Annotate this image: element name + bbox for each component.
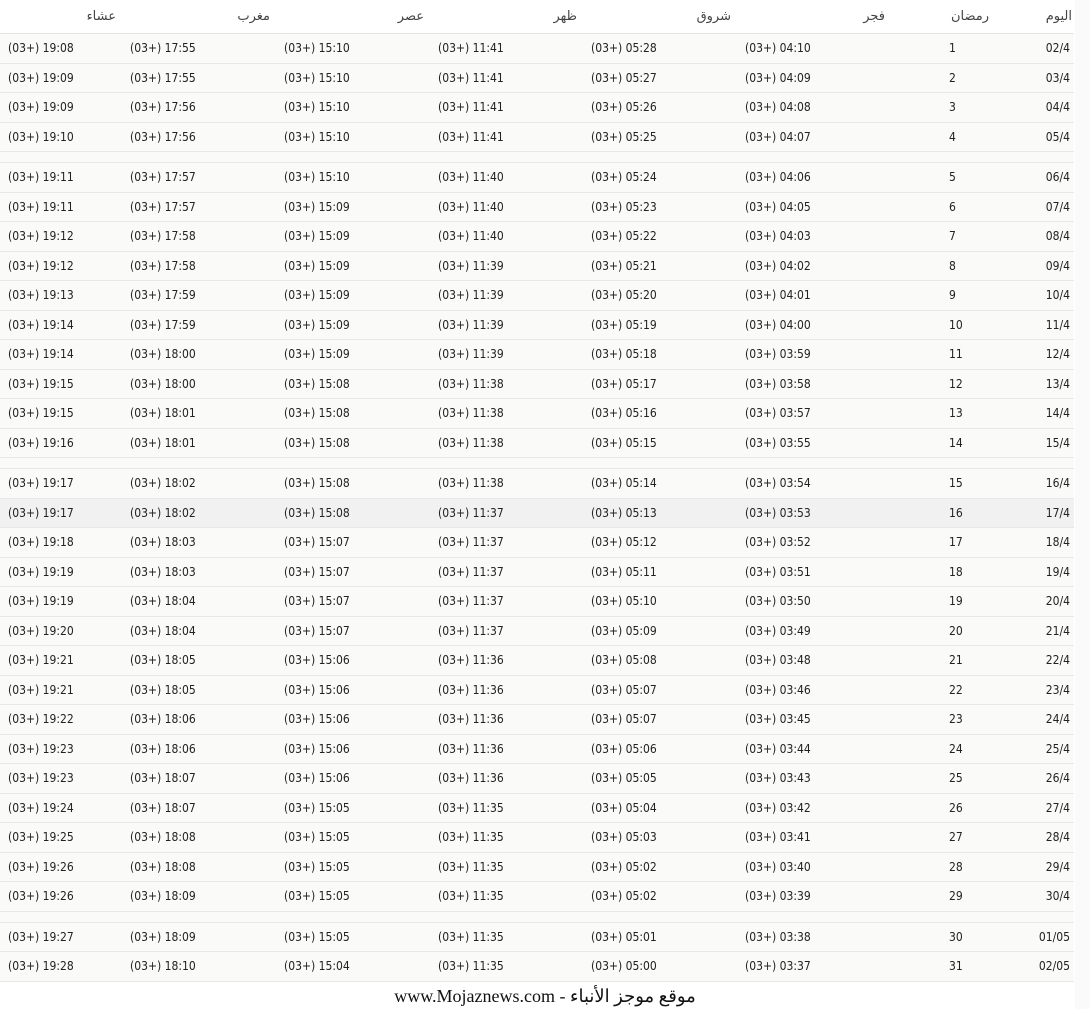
cell-dhuhr: 11:36 (+03) xyxy=(430,646,583,676)
cell-asr: 15:10 (+03) xyxy=(276,122,430,152)
cell-isha: 19:11 (+03) xyxy=(0,163,122,193)
cell-asr: 15:09 (+03) xyxy=(276,340,430,370)
header-dhuhr: ظهر xyxy=(430,0,583,34)
cell-shuruq: 05:07 (+03) xyxy=(583,705,737,735)
cell-shuruq: 05:27 (+03) xyxy=(583,63,737,93)
cell-maghrib: 17:58 (+03) xyxy=(122,222,276,252)
cell-ramadan: 31 xyxy=(891,952,995,982)
cell-ramadan: 2 xyxy=(891,63,995,93)
cell-fajr: 03:55 (+03) xyxy=(737,428,891,458)
cell-maghrib: 18:09 (+03) xyxy=(122,882,276,912)
cell-shuruq: 05:00 (+03) xyxy=(583,952,737,982)
cell-isha: 19:21 (+03) xyxy=(0,675,122,705)
cell-day: 12/4 xyxy=(995,340,1074,370)
cell-maghrib: 18:07 (+03) xyxy=(122,793,276,823)
cell-maghrib: 18:03 (+03) xyxy=(122,557,276,587)
cell-dhuhr: 11:39 (+03) xyxy=(430,251,583,281)
cell-asr: 15:09 (+03) xyxy=(276,310,430,340)
cell-fajr: 04:00 (+03) xyxy=(737,310,891,340)
cell-asr: 15:08 (+03) xyxy=(276,399,430,429)
cell-shuruq: 05:12 (+03) xyxy=(583,528,737,558)
cell-day: 07/4 xyxy=(995,192,1074,222)
cell-ramadan: 19 xyxy=(891,587,995,617)
table-row xyxy=(0,823,1074,853)
cell-dhuhr: 11:35 (+03) xyxy=(430,793,583,823)
cell-day: 30/4 xyxy=(995,882,1074,912)
cell-fajr: 03:41 (+03) xyxy=(737,823,891,853)
cell-shuruq: 05:14 (+03) xyxy=(583,469,737,499)
cell-ramadan: 26 xyxy=(891,793,995,823)
table-row xyxy=(0,281,1074,311)
cell-shuruq: 05:05 (+03) xyxy=(583,764,737,794)
cell-maghrib: 17:58 (+03) xyxy=(122,251,276,281)
cell-asr: 15:08 (+03) xyxy=(276,428,430,458)
cell-day: 18/4 xyxy=(995,528,1074,558)
cell-dhuhr: 11:35 (+03) xyxy=(430,852,583,882)
cell-isha: 19:10 (+03) xyxy=(0,122,122,152)
cell-maghrib: 18:04 (+03) xyxy=(122,587,276,617)
cell-maghrib: 18:01 (+03) xyxy=(122,428,276,458)
cell-isha: 19:24 (+03) xyxy=(0,793,122,823)
cell-dhuhr: 11:38 (+03) xyxy=(430,469,583,499)
cell-fajr: 04:01 (+03) xyxy=(737,281,891,311)
cell-isha: 19:14 (+03) xyxy=(0,310,122,340)
cell-fajr: 03:46 (+03) xyxy=(737,675,891,705)
cell-shuruq: 05:11 (+03) xyxy=(583,557,737,587)
cell-asr: 15:10 (+03) xyxy=(276,93,430,123)
cell-ramadan: 25 xyxy=(891,764,995,794)
cell-fajr: 03:50 (+03) xyxy=(737,587,891,617)
cell-ramadan: 17 xyxy=(891,528,995,558)
cell-fajr: 03:53 (+03) xyxy=(737,498,891,528)
cell-maghrib: 18:08 (+03) xyxy=(122,852,276,882)
cell-ramadan: 23 xyxy=(891,705,995,735)
cell-isha: 19:20 (+03) xyxy=(0,616,122,646)
cell-dhuhr: 11:41 (+03) xyxy=(430,122,583,152)
table-row xyxy=(0,793,1074,823)
cell-maghrib: 18:01 (+03) xyxy=(122,399,276,429)
cell-isha: 19:17 (+03) xyxy=(0,469,122,499)
table-row xyxy=(0,764,1074,794)
cell-day: 05/4 xyxy=(995,122,1074,152)
cell-ramadan: 27 xyxy=(891,823,995,853)
cell-shuruq: 05:28 (+03) xyxy=(583,34,737,64)
cell-maghrib: 18:06 (+03) xyxy=(122,705,276,735)
cell-fajr: 03:44 (+03) xyxy=(737,734,891,764)
cell-dhuhr: 11:39 (+03) xyxy=(430,310,583,340)
cell-isha: 19:12 (+03) xyxy=(0,222,122,252)
cell-fajr: 04:07 (+03) xyxy=(737,122,891,152)
cell-day: 10/4 xyxy=(995,281,1074,311)
cell-ramadan: 13 xyxy=(891,399,995,429)
cell-shuruq: 05:23 (+03) xyxy=(583,192,737,222)
cell-maghrib: 18:00 (+03) xyxy=(122,369,276,399)
cell-asr: 15:10 (+03) xyxy=(276,34,430,64)
cell-shuruq: 05:20 (+03) xyxy=(583,281,737,311)
table-row xyxy=(0,399,1074,429)
cell-ramadan: 10 xyxy=(891,310,995,340)
cell-ramadan: 18 xyxy=(891,557,995,587)
cell-asr: 15:09 (+03) xyxy=(276,192,430,222)
header-ramadan: رمضان xyxy=(891,0,995,34)
cell-ramadan: 8 xyxy=(891,251,995,281)
cell-fajr: 03:58 (+03) xyxy=(737,369,891,399)
cell-day: 04/4 xyxy=(995,93,1074,123)
cell-maghrib: 18:00 (+03) xyxy=(122,340,276,370)
cell-ramadan: 6 xyxy=(891,192,995,222)
cell-shuruq: 05:13 (+03) xyxy=(583,498,737,528)
cell-asr: 15:04 (+03) xyxy=(276,952,430,982)
cell-shuruq: 05:18 (+03) xyxy=(583,340,737,370)
header-maghrib: مغرب xyxy=(122,0,276,34)
cell-day: 27/4 xyxy=(995,793,1074,823)
cell-isha: 19:09 (+03) xyxy=(0,63,122,93)
cell-day: 29/4 xyxy=(995,852,1074,882)
cell-fajr: 03:38 (+03) xyxy=(737,922,891,952)
cell-day: 17/4 xyxy=(995,498,1074,528)
cell-fajr: 03:52 (+03) xyxy=(737,528,891,558)
table-row xyxy=(0,310,1074,340)
cell-ramadan: 5 xyxy=(891,163,995,193)
cell-isha: 19:21 (+03) xyxy=(0,646,122,676)
cell-asr: 15:05 (+03) xyxy=(276,793,430,823)
cell-shuruq: 05:17 (+03) xyxy=(583,369,737,399)
header-isha: عشاء xyxy=(0,0,122,34)
header-row xyxy=(0,0,1074,34)
cell-dhuhr: 11:39 (+03) xyxy=(430,340,583,370)
cell-day: 20/4 xyxy=(995,587,1074,617)
cell-dhuhr: 11:36 (+03) xyxy=(430,764,583,794)
table-row xyxy=(0,469,1074,499)
cell-asr: 15:06 (+03) xyxy=(276,764,430,794)
cell-day: 28/4 xyxy=(995,823,1074,853)
cell-dhuhr: 11:40 (+03) xyxy=(430,222,583,252)
header-asr: عصر xyxy=(276,0,430,34)
cell-dhuhr: 11:35 (+03) xyxy=(430,882,583,912)
cell-asr: 15:07 (+03) xyxy=(276,587,430,617)
cell-ramadan: 30 xyxy=(891,922,995,952)
cell-maghrib: 18:04 (+03) xyxy=(122,616,276,646)
cell-fajr: 04:10 (+03) xyxy=(737,34,891,64)
cell-dhuhr: 11:37 (+03) xyxy=(430,616,583,646)
cell-dhuhr: 11:38 (+03) xyxy=(430,369,583,399)
cell-maghrib: 18:06 (+03) xyxy=(122,734,276,764)
cell-day: 11/4 xyxy=(995,310,1074,340)
cell-dhuhr: 11:41 (+03) xyxy=(430,34,583,64)
cell-maghrib: 17:55 (+03) xyxy=(122,63,276,93)
cell-asr: 15:07 (+03) xyxy=(276,528,430,558)
cell-isha: 19:19 (+03) xyxy=(0,557,122,587)
cell-isha: 19:12 (+03) xyxy=(0,251,122,281)
cell-maghrib: 17:59 (+03) xyxy=(122,310,276,340)
cell-fajr: 03:39 (+03) xyxy=(737,882,891,912)
cell-isha: 19:25 (+03) xyxy=(0,823,122,853)
cell-fajr: 03:57 (+03) xyxy=(737,399,891,429)
cell-day: 14/4 xyxy=(995,399,1074,429)
cell-fajr: 03:37 (+03) xyxy=(737,952,891,982)
cell-ramadan: 22 xyxy=(891,675,995,705)
cell-dhuhr: 11:36 (+03) xyxy=(430,675,583,705)
cell-asr: 15:08 (+03) xyxy=(276,498,430,528)
table-row xyxy=(0,428,1074,458)
cell-dhuhr: 11:35 (+03) xyxy=(430,952,583,982)
cell-isha: 19:27 (+03) xyxy=(0,922,122,952)
cell-dhuhr: 11:41 (+03) xyxy=(430,93,583,123)
table-row xyxy=(0,93,1074,123)
row-separator-cell xyxy=(0,911,1074,922)
cell-shuruq: 05:10 (+03) xyxy=(583,587,737,617)
cell-fajr: 04:09 (+03) xyxy=(737,63,891,93)
cell-shuruq: 05:08 (+03) xyxy=(583,646,737,676)
row-separator xyxy=(0,152,1074,163)
cell-isha: 19:19 (+03) xyxy=(0,587,122,617)
cell-isha: 19:23 (+03) xyxy=(0,734,122,764)
cell-dhuhr: 11:38 (+03) xyxy=(430,399,583,429)
cell-isha: 19:15 (+03) xyxy=(0,399,122,429)
table-row xyxy=(0,646,1074,676)
cell-shuruq: 05:06 (+03) xyxy=(583,734,737,764)
cell-isha: 19:23 (+03) xyxy=(0,764,122,794)
cell-maghrib: 17:56 (+03) xyxy=(122,93,276,123)
cell-ramadan: 12 xyxy=(891,369,995,399)
cell-isha: 19:22 (+03) xyxy=(0,705,122,735)
cell-day: 21/4 xyxy=(995,616,1074,646)
table-row xyxy=(0,952,1074,982)
cell-fajr: 03:43 (+03) xyxy=(737,764,891,794)
cell-dhuhr: 11:35 (+03) xyxy=(430,823,583,853)
cell-dhuhr: 11:38 (+03) xyxy=(430,428,583,458)
cell-shuruq: 05:26 (+03) xyxy=(583,93,737,123)
cell-asr: 15:08 (+03) xyxy=(276,369,430,399)
cell-fajr: 03:48 (+03) xyxy=(737,646,891,676)
cell-maghrib: 17:55 (+03) xyxy=(122,34,276,64)
cell-isha: 19:08 (+03) xyxy=(0,34,122,64)
cell-asr: 15:05 (+03) xyxy=(276,882,430,912)
cell-ramadan: 21 xyxy=(891,646,995,676)
cell-ramadan: 24 xyxy=(891,734,995,764)
cell-asr: 15:09 (+03) xyxy=(276,222,430,252)
cell-asr: 15:09 (+03) xyxy=(276,281,430,311)
table-row xyxy=(0,734,1074,764)
cell-maghrib: 18:02 (+03) xyxy=(122,498,276,528)
table-row xyxy=(0,251,1074,281)
cell-isha: 19:16 (+03) xyxy=(0,428,122,458)
row-separator xyxy=(0,911,1074,922)
table-row xyxy=(0,340,1074,370)
header-day: اليوم xyxy=(995,0,1074,34)
cell-asr: 15:10 (+03) xyxy=(276,163,430,193)
cell-ramadan: 9 xyxy=(891,281,995,311)
cell-maghrib: 18:05 (+03) xyxy=(122,675,276,705)
cell-day: 03/4 xyxy=(995,63,1074,93)
cell-ramadan: 15 xyxy=(891,469,995,499)
table-body xyxy=(0,34,1074,982)
cell-maghrib: 18:08 (+03) xyxy=(122,823,276,853)
cell-dhuhr: 11:37 (+03) xyxy=(430,557,583,587)
cell-maghrib: 17:59 (+03) xyxy=(122,281,276,311)
cell-fajr: 03:40 (+03) xyxy=(737,852,891,882)
cell-asr: 15:08 (+03) xyxy=(276,469,430,499)
cell-day: 25/4 xyxy=(995,734,1074,764)
cell-fajr: 03:51 (+03) xyxy=(737,557,891,587)
cell-day: 19/4 xyxy=(995,557,1074,587)
cell-shuruq: 05:25 (+03) xyxy=(583,122,737,152)
cell-maghrib: 18:10 (+03) xyxy=(122,952,276,982)
cell-shuruq: 05:24 (+03) xyxy=(583,163,737,193)
cell-dhuhr: 11:40 (+03) xyxy=(430,163,583,193)
cell-isha: 19:11 (+03) xyxy=(0,192,122,222)
cell-asr: 15:07 (+03) xyxy=(276,616,430,646)
cell-asr: 15:05 (+03) xyxy=(276,922,430,952)
row-separator-cell xyxy=(0,458,1074,469)
cell-day: 01/05 xyxy=(995,922,1074,952)
site-footer-credit: www.Mojaznews.com - موقع موجز الأنباء xyxy=(394,986,696,1006)
cell-shuruq: 05:15 (+03) xyxy=(583,428,737,458)
cell-ramadan: 4 xyxy=(891,122,995,152)
table-row xyxy=(0,587,1074,617)
table-row xyxy=(0,369,1074,399)
cell-fajr: 03:49 (+03) xyxy=(737,616,891,646)
cell-dhuhr: 11:37 (+03) xyxy=(430,528,583,558)
cell-shuruq: 05:21 (+03) xyxy=(583,251,737,281)
cell-asr: 15:06 (+03) xyxy=(276,646,430,676)
cell-ramadan: 1 xyxy=(891,34,995,64)
cell-fajr: 04:03 (+03) xyxy=(737,222,891,252)
cell-day: 08/4 xyxy=(995,222,1074,252)
cell-maghrib: 18:07 (+03) xyxy=(122,764,276,794)
cell-maghrib: 17:57 (+03) xyxy=(122,192,276,222)
cell-day: 15/4 xyxy=(995,428,1074,458)
cell-day: 23/4 xyxy=(995,675,1074,705)
cell-ramadan: 16 xyxy=(891,498,995,528)
cell-ramadan: 3 xyxy=(891,93,995,123)
cell-ramadan: 28 xyxy=(891,852,995,882)
cell-shuruq: 05:22 (+03) xyxy=(583,222,737,252)
table-row xyxy=(0,616,1074,646)
cell-shuruq: 05:07 (+03) xyxy=(583,675,737,705)
cell-ramadan: 11 xyxy=(891,340,995,370)
cell-dhuhr: 11:35 (+03) xyxy=(430,922,583,952)
table-row xyxy=(0,34,1074,64)
cell-asr: 15:10 (+03) xyxy=(276,63,430,93)
cell-isha: 19:13 (+03) xyxy=(0,281,122,311)
cell-fajr: 03:42 (+03) xyxy=(737,793,891,823)
cell-isha: 19:28 (+03) xyxy=(0,952,122,982)
cell-day: 09/4 xyxy=(995,251,1074,281)
cell-day: 24/4 xyxy=(995,705,1074,735)
cell-day: 02/4 xyxy=(995,34,1074,64)
header-shuruq: شروق xyxy=(583,0,737,34)
cell-asr: 15:06 (+03) xyxy=(276,705,430,735)
cell-fajr: 04:08 (+03) xyxy=(737,93,891,123)
scrollbar-track[interactable] xyxy=(1075,0,1090,1009)
cell-ramadan: 7 xyxy=(891,222,995,252)
cell-asr: 15:09 (+03) xyxy=(276,251,430,281)
cell-maghrib: 17:57 (+03) xyxy=(122,163,276,193)
table-row xyxy=(0,882,1074,912)
cell-maghrib: 18:09 (+03) xyxy=(122,922,276,952)
row-separator-cell xyxy=(0,152,1074,163)
cell-shuruq: 05:03 (+03) xyxy=(583,823,737,853)
table-row xyxy=(0,852,1074,882)
row-separator xyxy=(0,458,1074,469)
cell-day: 02/05 xyxy=(995,952,1074,982)
cell-asr: 15:05 (+03) xyxy=(276,852,430,882)
cell-fajr: 04:02 (+03) xyxy=(737,251,891,281)
cell-dhuhr: 11:37 (+03) xyxy=(430,498,583,528)
cell-day: 22/4 xyxy=(995,646,1074,676)
cell-shuruq: 05:01 (+03) xyxy=(583,922,737,952)
cell-day: 26/4 xyxy=(995,764,1074,794)
cell-isha: 19:26 (+03) xyxy=(0,852,122,882)
cell-fajr: 04:06 (+03) xyxy=(737,163,891,193)
cell-isha: 19:14 (+03) xyxy=(0,340,122,370)
table-row xyxy=(0,557,1074,587)
cell-day: 16/4 xyxy=(995,469,1074,499)
cell-asr: 15:05 (+03) xyxy=(276,823,430,853)
table-row xyxy=(0,705,1074,735)
cell-day: 06/4 xyxy=(995,163,1074,193)
cell-shuruq: 05:02 (+03) xyxy=(583,852,737,882)
cell-shuruq: 05:02 (+03) xyxy=(583,882,737,912)
cell-fajr: 04:05 (+03) xyxy=(737,192,891,222)
cell-dhuhr: 11:40 (+03) xyxy=(430,192,583,222)
cell-dhuhr: 11:41 (+03) xyxy=(430,63,583,93)
cell-dhuhr: 11:37 (+03) xyxy=(430,587,583,617)
cell-dhuhr: 11:39 (+03) xyxy=(430,281,583,311)
cell-asr: 15:06 (+03) xyxy=(276,675,430,705)
cell-maghrib: 18:05 (+03) xyxy=(122,646,276,676)
table-row xyxy=(0,922,1074,952)
table-row xyxy=(0,63,1074,93)
cell-shuruq: 05:16 (+03) xyxy=(583,399,737,429)
cell-shuruq: 05:09 (+03) xyxy=(583,616,737,646)
cell-isha: 19:15 (+03) xyxy=(0,369,122,399)
cell-day: 13/4 xyxy=(995,369,1074,399)
cell-maghrib: 18:02 (+03) xyxy=(122,469,276,499)
cell-isha: 19:17 (+03) xyxy=(0,498,122,528)
cell-fajr: 03:45 (+03) xyxy=(737,705,891,735)
cell-dhuhr: 11:36 (+03) xyxy=(430,734,583,764)
cell-maghrib: 18:03 (+03) xyxy=(122,528,276,558)
table-row xyxy=(0,528,1074,558)
table-row xyxy=(0,675,1074,705)
cell-shuruq: 05:04 (+03) xyxy=(583,793,737,823)
table-row xyxy=(0,498,1074,528)
cell-dhuhr: 11:36 (+03) xyxy=(430,705,583,735)
table-row xyxy=(0,122,1074,152)
cell-fajr: 03:59 (+03) xyxy=(737,340,891,370)
cell-ramadan: 20 xyxy=(891,616,995,646)
cell-isha: 19:09 (+03) xyxy=(0,93,122,123)
cell-asr: 15:07 (+03) xyxy=(276,557,430,587)
table-row xyxy=(0,192,1074,222)
cell-maghrib: 17:56 (+03) xyxy=(122,122,276,152)
cell-shuruq: 05:19 (+03) xyxy=(583,310,737,340)
header-fajr: فجر xyxy=(737,0,891,34)
cell-isha: 19:26 (+03) xyxy=(0,882,122,912)
table-row xyxy=(0,222,1074,252)
cell-isha: 19:18 (+03) xyxy=(0,528,122,558)
cell-ramadan: 14 xyxy=(891,428,995,458)
cell-ramadan: 29 xyxy=(891,882,995,912)
cell-asr: 15:06 (+03) xyxy=(276,734,430,764)
cell-fajr: 03:54 (+03) xyxy=(737,469,891,499)
table-row xyxy=(0,163,1074,193)
